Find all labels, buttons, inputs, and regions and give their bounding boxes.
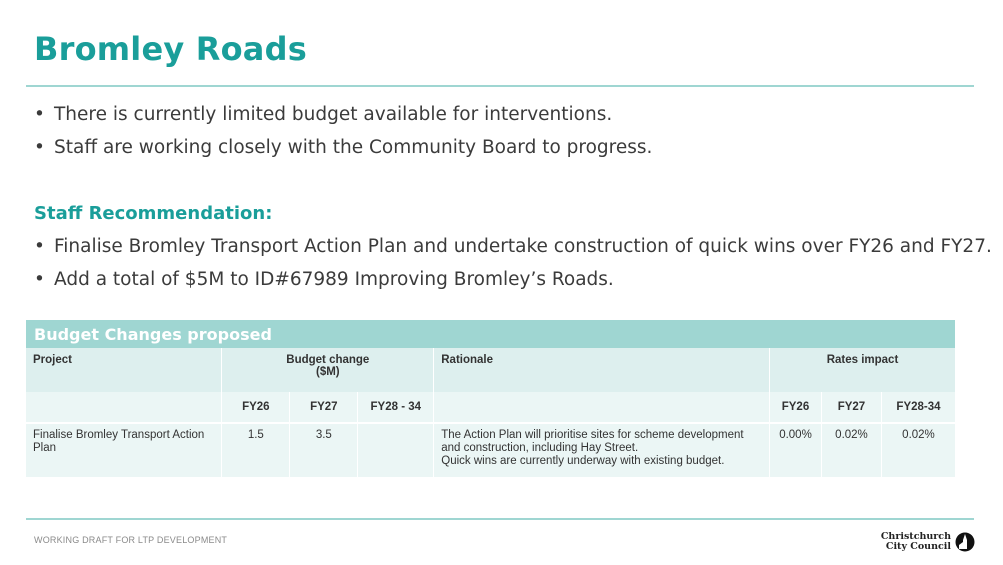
table-caption: Budget Changes proposed [26, 320, 956, 348]
budget-change-label: Budget change ($M) [286, 354, 370, 378]
cell-project: Finalise Bromley Transport Action Plan [26, 424, 222, 477]
cell-budget-fy27: 3.5 [290, 424, 358, 477]
cell-budget-fy26: 1.5 [222, 424, 290, 477]
logo-line: City Council [885, 541, 951, 552]
list-item: • Add a total of $5M to ID#67989 Improving Bromley’s Roads. [34, 268, 992, 301]
cell-rates-fy26: 0.00% [770, 424, 822, 477]
rationale-line: Quick wins are currently underway with existing budget. [441, 455, 725, 467]
list-item: • There is currently limited budget available for interventions. [34, 103, 652, 136]
recommendation-heading: Staff Recommendation: [34, 203, 273, 224]
column-header-rationale: Rationale [434, 348, 770, 392]
column-header-rates-impact: Rates impact [770, 348, 956, 392]
subheader-budget-fy27: FY27 [290, 392, 358, 422]
footer-note: WORKING DRAFT FOR LTP DEVELOPMENT [34, 535, 228, 545]
subheader-budget-fy28-34: FY28 - 34 [358, 392, 434, 422]
footer-divider [26, 518, 974, 520]
logo-line: Christchurch [880, 531, 951, 542]
cell-rates-fy28-34: 0.02% [881, 424, 955, 477]
rationale-line: The Action Plan will prioritise sites for scheme development and construction, including Hay Street. [441, 429, 744, 454]
recommendation-bullet-list [34, 235, 992, 301]
cathedral-icon [955, 532, 975, 552]
subheader-rates-fy26: FY26 [770, 392, 822, 422]
intro-bullet-list [34, 103, 652, 169]
subheader-budget-fy26: FY26 [222, 392, 290, 422]
subheader-rates-fy27: FY27 [821, 392, 881, 422]
subheader-empty [434, 392, 770, 422]
list-item: • Finalise Bromley Transport Action Plan and undertake construction of quick wins over FY26 and FY27. [34, 235, 992, 268]
cell-budget-fy28-34 [358, 424, 434, 477]
column-header-project: Project [26, 348, 222, 392]
logo-text [881, 532, 951, 552]
title-divider [26, 85, 974, 87]
list-item: • Staff are working closely with the Community Board to progress. [34, 136, 652, 169]
cell-rates-fy27: 0.02% [821, 424, 881, 477]
budget-changes-table [26, 320, 956, 477]
subheader-rates-fy28-34: FY28-34 [881, 392, 955, 422]
page-title: Bromley Roads [34, 30, 307, 68]
table-row [26, 424, 956, 477]
cell-rationale [434, 424, 770, 477]
council-logo [881, 532, 975, 552]
column-header-budget-change [222, 348, 434, 392]
subheader-empty [26, 392, 222, 422]
